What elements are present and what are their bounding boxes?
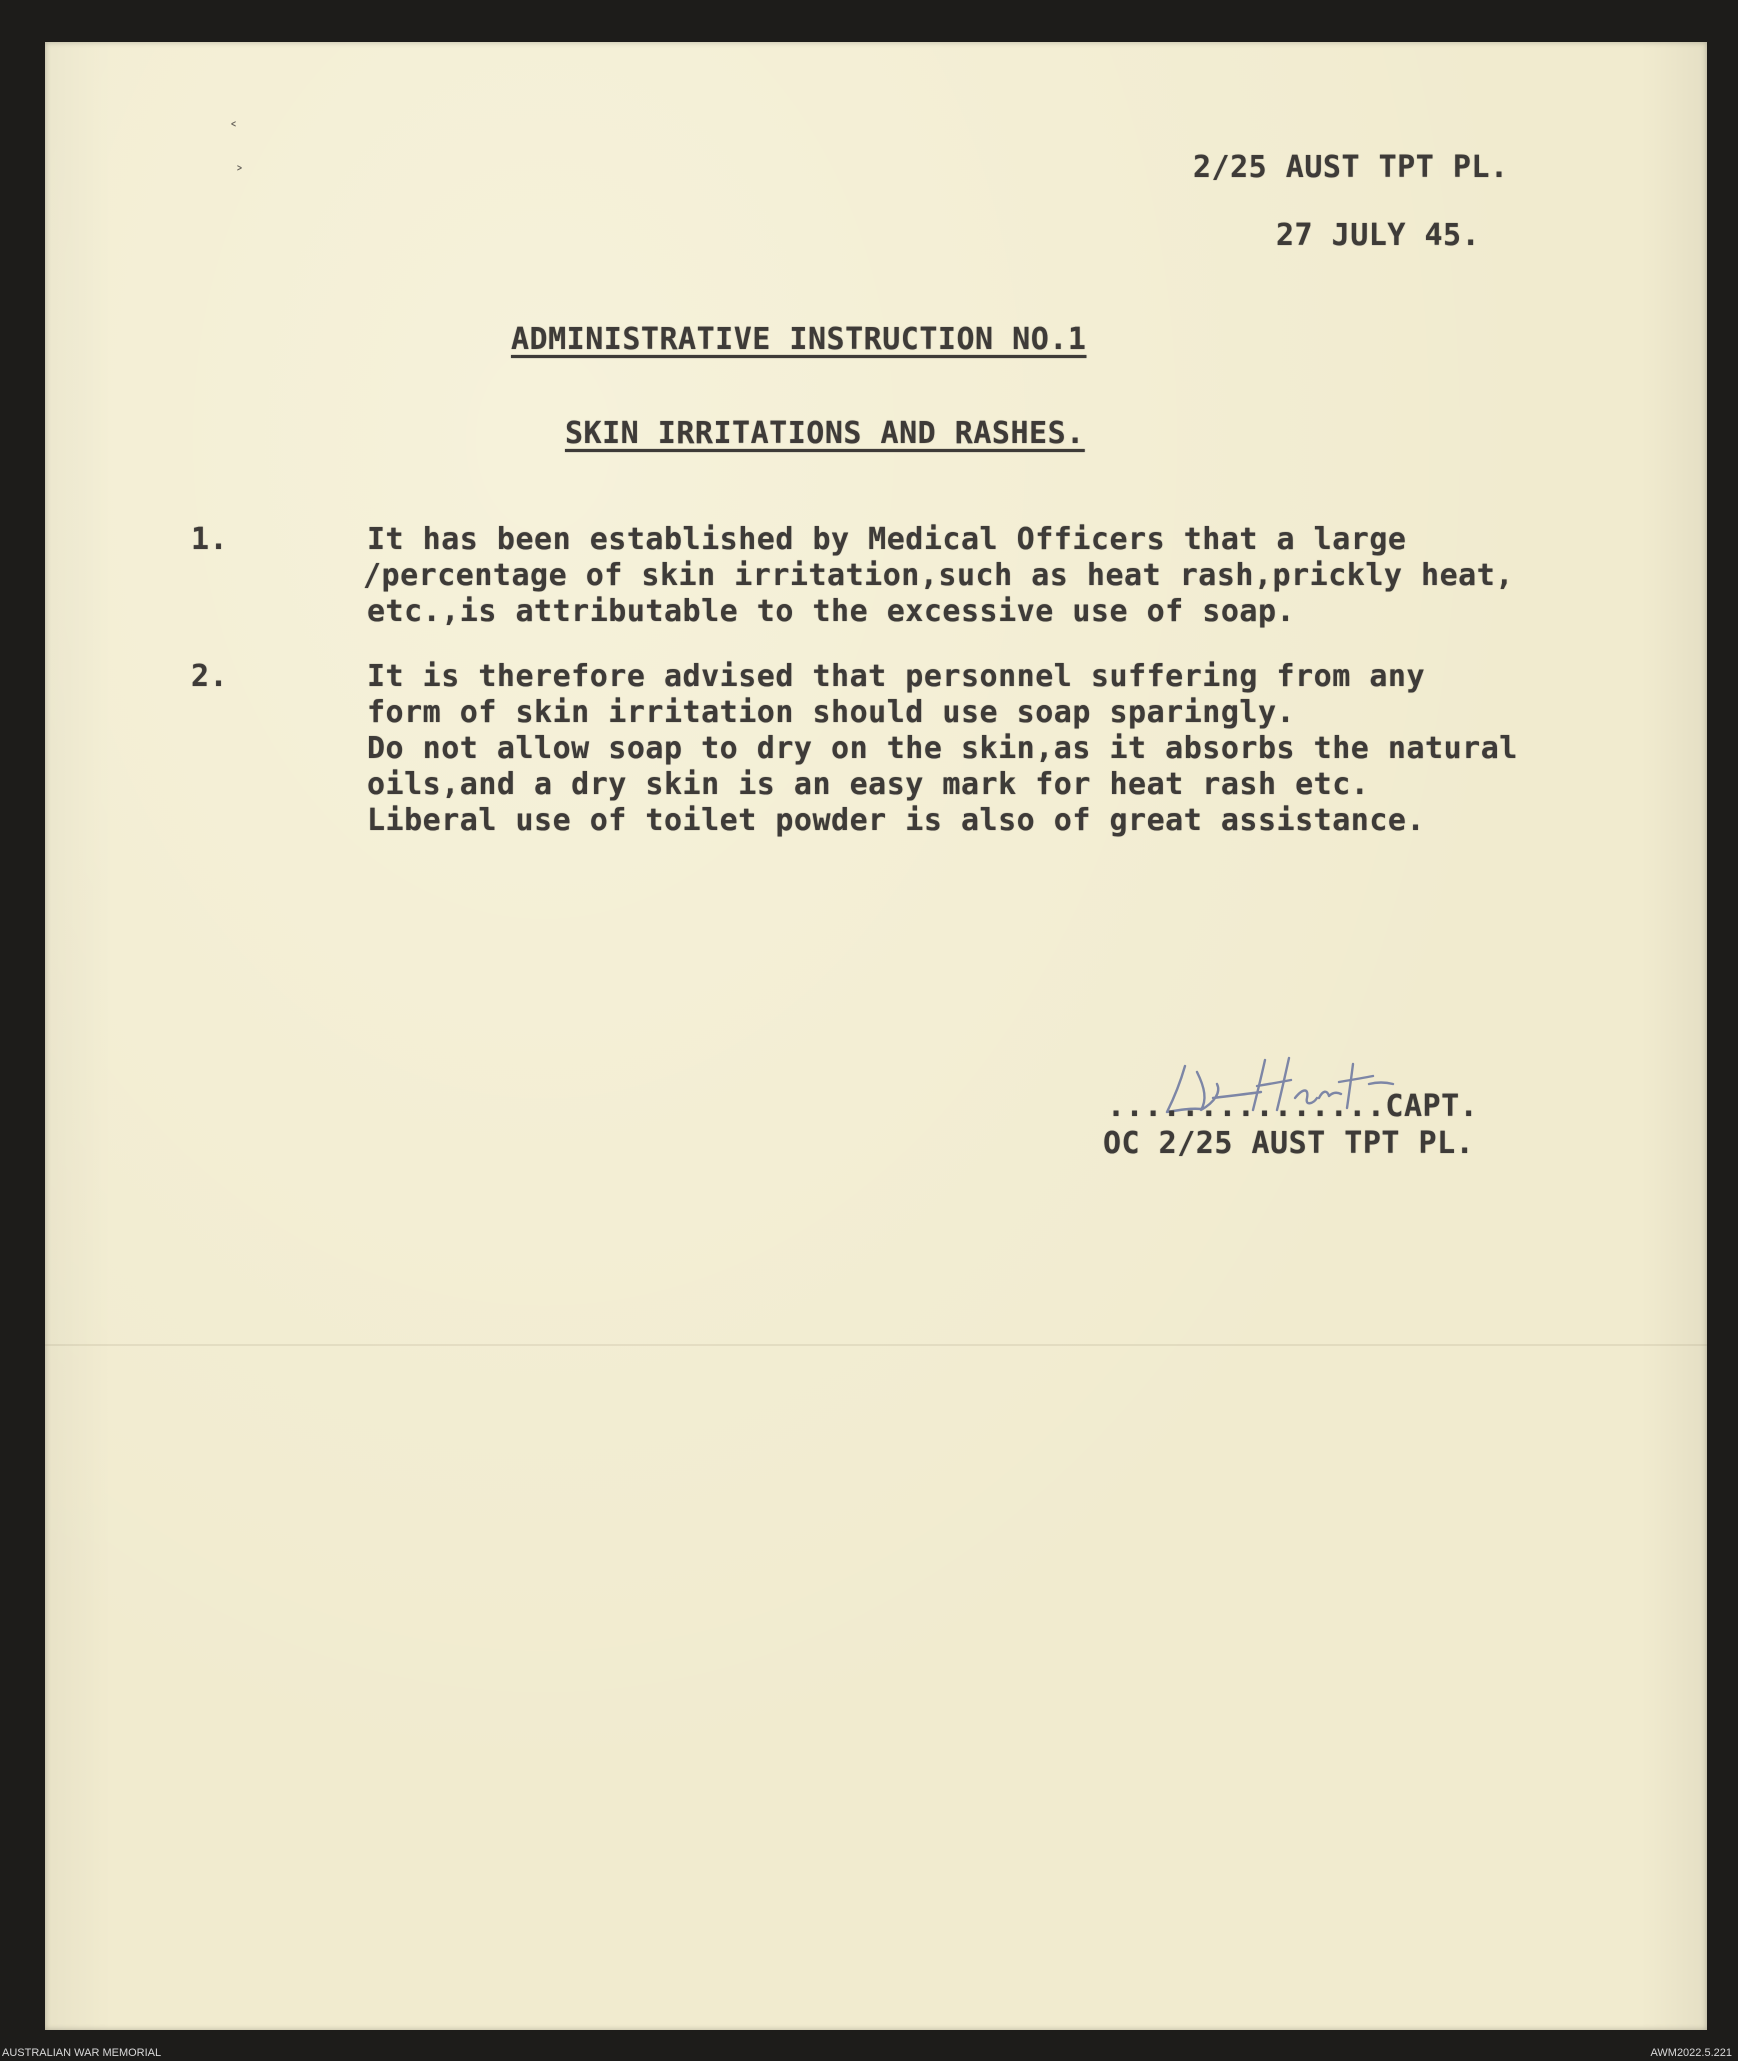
paragraph-number: 1. <box>191 522 229 557</box>
paragraph-line: It is therefore advised that personnel suffering from any <box>367 659 1426 694</box>
paragraph-line: form of skin irritation should use soap sparingly. <box>367 695 1296 730</box>
paragraph-line: etc.,is attributable to the excessive use of soap. <box>367 594 1296 629</box>
signature-line: ...............CAPT. <box>1107 1089 1479 1124</box>
accession-number: AWM2022.5.221 <box>1650 2047 1732 2059</box>
staple-mark: ˂ <box>229 120 238 141</box>
document-subtitle: SKIN IRRITATIONS AND RASHES. <box>565 416 1085 451</box>
paragraph-line: Liberal use of toilet powder is also of great assistance. <box>367 803 1426 838</box>
staple-mark: ˃ <box>235 164 244 185</box>
unit-header: 2/25 AUST TPT PL. <box>1193 150 1509 185</box>
archive-credit: AUSTRALIAN WAR MEMORIAL <box>2 2047 162 2059</box>
paragraph-line: It has been established by Medical Officers that a large <box>367 522 1407 557</box>
paragraph-line: /percentage of skin irritation,such as heat rash,prickly heat, <box>363 558 1514 593</box>
paper-sheet <box>45 42 1707 2030</box>
paragraph-line: Do not allow soap to dry on the skin,as it absorbs the natural <box>367 731 1518 766</box>
signatory-title: OC 2/25 AUST TPT PL. <box>1103 1126 1475 1161</box>
paragraph-number: 2. <box>191 659 229 694</box>
document-date: 27 JULY 45. <box>1276 218 1481 253</box>
fold-line <box>45 1344 1707 1346</box>
document-title: ADMINISTRATIVE INSTRUCTION NO.1 <box>511 322 1087 357</box>
paragraph-line: oils,and a dry skin is an easy mark for heat rash etc. <box>367 767 1370 802</box>
